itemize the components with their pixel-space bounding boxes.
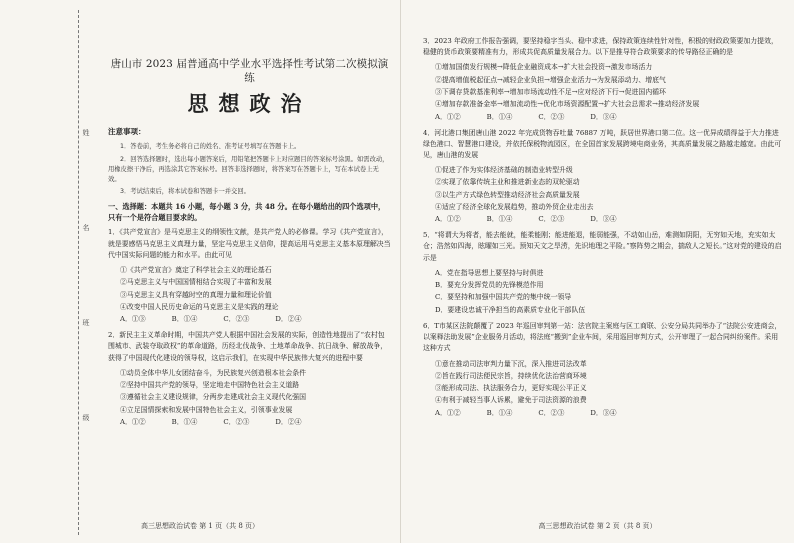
exam-title: 唐山市 2023 届普通高中学业水平选择性考试第二次模拟演练: [110, 58, 389, 84]
answer-choices: [120, 417, 391, 428]
option-statement: ①意在推动司法审判力量下沉，深入推进司法改革: [435, 359, 587, 368]
page-footer: 高三思想政治试卷 第 1 页（共 8 页）: [140, 522, 260, 530]
answer-choice: D．③④: [590, 112, 617, 121]
answer-choices: [435, 112, 783, 123]
answer-choice: D．③④: [590, 408, 617, 417]
answer-choice: C．②③: [538, 408, 565, 417]
option-statement: ④有利于减轻当事人诉累，避免于司法资源的浪费: [435, 396, 587, 405]
answer-choice: C．②③: [538, 112, 565, 121]
answer-choice: D．②④: [275, 417, 302, 426]
option-statement: ①增加国债发行规模→降低企业融资成本→扩大社会投资→激发市场活力: [435, 63, 653, 72]
binding-label: 名: [82, 224, 90, 232]
option-statement: ②坚持中国共产党的领导，坚定地走中国特色社会主义道路: [120, 381, 300, 390]
option-statement: ①动员全体中华儿女团结奋斗，为民族复兴创造根本社会条件: [120, 368, 307, 377]
answer-option: D．要建设忠诚干净担当的高素质专业化干部队伍: [435, 305, 586, 314]
notice-item: 2．回答选择题时，选出每小题答案后，用铅笔把答题卡上对应题目的答案标号涂黑。如需改动，用橡皮擦干净后，再选涂其它答案标号。回答非选择题时，将答案写在答题卡上，写在本试卷上无效。: [108, 156, 389, 183]
question-text: 1．《共产党宣言》是马克思主义的纲领性文献，是共产党人的必修课。学习《共产党宣言》，就是要感悟马克思主义真理力量，坚定马克思主义信仰，提高运用马克思主义基本原理解决当代中国实际问题的能力和水平。由此可见: [108, 228, 391, 259]
answer-choice: C．②③: [538, 215, 565, 224]
answer-option: A．党在指导思想上要坚持与时俱进: [435, 268, 544, 277]
question-6: [423, 321, 783, 419]
section-title: 一、选择题：本题共 16 小题，每小题 3 分，共 48 分。在每小题给出的四个选项中，只有一个是符合题目要求的。: [108, 202, 386, 223]
answer-choice: B．①④: [486, 408, 513, 417]
binding-label: 班: [82, 319, 90, 327]
option-statement: ④立足国情探索和发展中国特色社会主义，引领事业发展: [120, 405, 293, 414]
answer-choice: D．③④: [590, 215, 617, 224]
answer-choice: A．①②: [435, 112, 461, 121]
right-content: [423, 36, 783, 424]
option-statement: ③遵循社会主义建设规律，分两步走建成社会主义现代化强国: [120, 393, 307, 402]
option-statement: ③下调存贷款基准利率→增加市场流动性不足→应对经济下行→促进国内循环: [435, 87, 666, 96]
option-statement: ④适应了经济全球化发展趋势，推动外贸企业走出去: [435, 202, 594, 211]
question-2: [108, 330, 391, 428]
question-1: [108, 227, 391, 325]
option-statement: ②实现了依靠传统主业和推进新业态的双轮驱动: [435, 178, 580, 187]
option-statement: ④增加存款准备金率→增加流动性→优化市场资源配置→扩大社会总需求→推动经济发展: [435, 100, 700, 109]
option-statement: ①促进了作为实体经济基础的制造业转型升级: [435, 166, 573, 175]
binding-strip: [0, 0, 90, 543]
question-text: 6．T市某区法院颠覆了 2023 年巡回审判第一站：法官院主案庭与区工商联、公安分局共同举办了“法院公安进商会，以案释法助发展”企业服务月活动，将法庭“搬到”企业车间，采用巡回审判方式，公开审理了一起合同纠纷案件。采用这种方式: [423, 321, 782, 353]
question-text: 3．2023 年政府工作报告强调，要坚持稳字当头、稳中求进，保持政策连续性针对性，积极的财政政策要加力提效，稳健的货币政策要精准有力，形成共促高质量发展合力。以下是推导符合政策要求的传导路径正确的是: [423, 37, 778, 57]
answer-choice: B．①④: [171, 417, 198, 426]
notice-title: 注意事项：: [108, 127, 146, 137]
answer-choice: B．①④: [171, 315, 198, 324]
answer-choice: B．①④: [486, 215, 513, 224]
answer-choice: A．①②: [435, 215, 461, 224]
answer-choices: [435, 408, 783, 419]
binding-labels: [79, 130, 93, 422]
subject-title: 思想政治: [187, 92, 312, 117]
notice-item: 3．考试结束后，将本试卷和答题卡一并交回。: [120, 188, 250, 196]
page-footer: 高三思想政治试卷 第 2 页（共 8 页）: [538, 522, 657, 530]
answer-option: B．要充分发挥党员的先锋模范作用: [435, 281, 544, 290]
option-statement: ③以生产方式绿色转型推动经济社会高质量发展: [435, 190, 580, 199]
answer-choice: D．②④: [275, 315, 302, 324]
exam-page-right: [400, 0, 794, 543]
answer-choices: [120, 314, 391, 325]
left-content: [108, 58, 391, 433]
answer-choices: [435, 214, 783, 225]
question-5: [423, 230, 783, 316]
question-text: 5．“将谓大为将者，能去能就，能柔能刚；能进能退，能弱能强，不动如山岳，难测如阴阳，无穷如天地，充实如太仓；浩然如四海，眩曜如三光。预知天文之旱涝，先识地理之平险。”察阵势之期会，揣敌人之短长。”这对党的建设的启示是: [423, 231, 782, 262]
question-4: [423, 128, 783, 226]
question-3: [423, 36, 783, 123]
option-statement: ①《共产党宣言》奠定了科学社会主义的理论基石: [120, 266, 272, 274]
question-text: 4．河北港口集团唐山港 2022 年完成货物吞吐量 76887 万吨，跃居世界港口第二位。这一优异成绩得益于大力推进绿色港口、智慧港口建设，并依托保税物流园区，在全国首家发展跨境电商业务，其高质量发展之路越走越宽。由此可见，唐山港的发展: [423, 128, 782, 159]
option-statement: ③马克思主义具有穿越时空的真理力量和理论价值: [120, 290, 272, 299]
notice-item: 1．答卷前，考生务必将自己的姓名、准考证号填写在答题卡上。: [120, 143, 301, 151]
option-statement: ②马克思主义与中国国情相结合实现了丰富和发展: [120, 278, 272, 287]
answer-choice: C．②③: [223, 315, 250, 324]
binding-label: 姓: [82, 129, 90, 137]
option-statement: ④改变中国人民历史命运的马克思主义是实践的理论: [120, 302, 279, 311]
binding-label: 级: [82, 414, 90, 422]
answer-choice: A．①②: [120, 417, 146, 426]
answer-choice: A．①③: [120, 315, 146, 324]
answer-choice: B．①④: [486, 112, 513, 121]
option-statement: ③能形成司法、执法服务合力，更好实现公平正义: [435, 384, 587, 393]
option-statement: ②旨在践行司法便民宗旨，持续优化法治营商环境: [435, 371, 587, 380]
option-statement: ②提高增值税起征点→减轻企业负担→增强企业活力→为发展添动力、增底气: [435, 75, 666, 84]
question-text: 2．新民主主义革命时期，中国共产党人根据中国社会发展的实际，创造性地提出了“农村包围城市、武装夺取政权”的革命道路，历经北伐战争、土地革命战争、抗日战争、解放战争，获得了中国现代化建设的领导权，这启示我们，在实现中华民族伟大复兴的进程中要: [108, 331, 388, 362]
answer-option: C．要坚持和加强中国共产党的集中统一领导: [435, 293, 572, 302]
answer-choice: A．①②: [435, 408, 461, 417]
answer-choice: C．②③: [223, 417, 250, 426]
